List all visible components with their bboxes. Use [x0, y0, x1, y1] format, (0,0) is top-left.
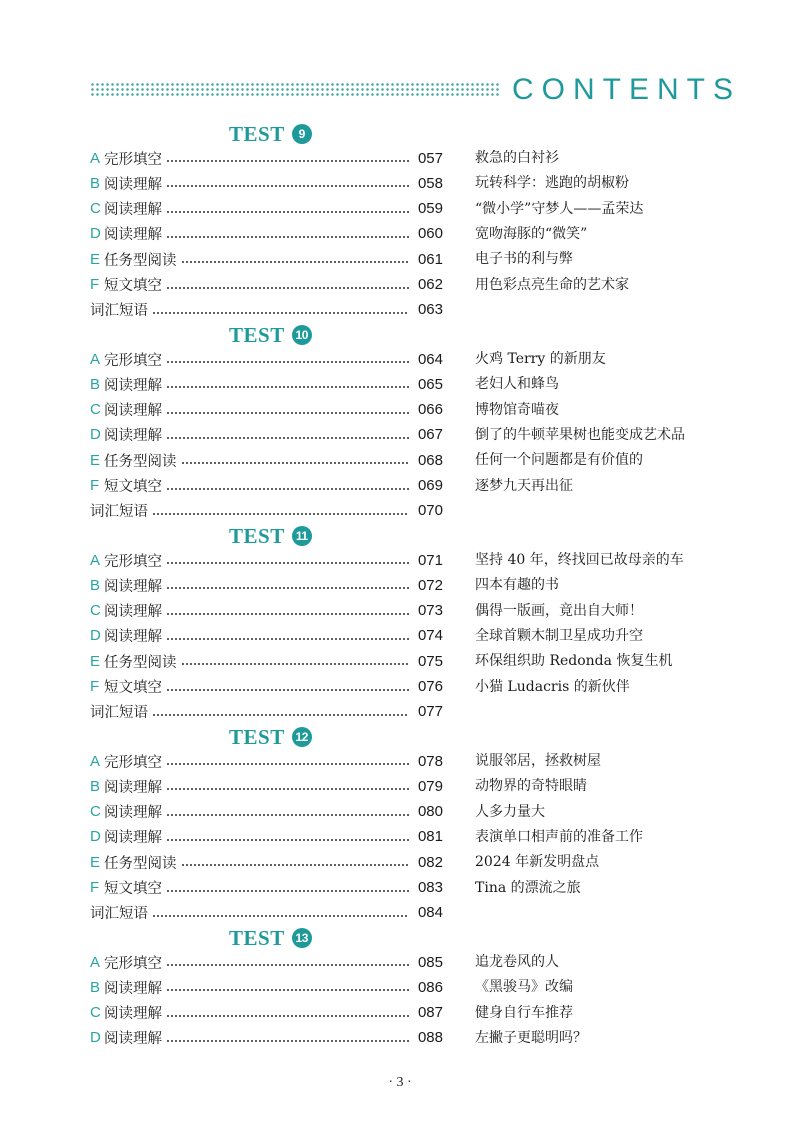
dot-leader: [166, 185, 409, 187]
entry-article-title: 玩转科学：逃跑的胡椒粉: [475, 175, 629, 192]
entry-article-title: 2024 年新发明盘点: [475, 854, 600, 871]
dot-leader: [166, 964, 409, 966]
dot-leader: [166, 562, 409, 564]
toc-entry[interactable]: [90, 398, 780, 422]
entry-page-number: 087: [417, 1004, 443, 1022]
entry-letter: D: [90, 1029, 101, 1047]
entry-page-number: 062: [417, 276, 443, 293]
toc-entry[interactable]: [90, 774, 780, 798]
entry-letter: A: [90, 752, 101, 770]
entry-article-title: 环保组织助 Redonda 恢复生机: [475, 653, 673, 670]
entry-page-number: 077: [417, 703, 443, 721]
toc-entry[interactable]: [90, 423, 780, 447]
header-dot-pattern: [90, 82, 500, 96]
entry-section-type: 任务型阅读: [104, 654, 177, 671]
dot-leader: [166, 890, 409, 892]
entry-section-type: 阅读理解: [104, 980, 162, 997]
toc-entry[interactable]: [90, 950, 780, 974]
toc-entry-main: [90, 372, 443, 396]
entry-page-number: 068: [417, 451, 443, 469]
dot-leader: [166, 989, 409, 991]
dot-leader: [166, 638, 409, 640]
toc-entry-main: [90, 548, 443, 572]
toc-entry-main: [90, 1026, 443, 1050]
entry-page-number: 057: [417, 149, 443, 167]
toc-entry[interactable]: [90, 573, 780, 597]
toc-entry[interactable]: [90, 146, 780, 170]
entry-section-type: 阅读理解: [104, 202, 162, 219]
toc-entry-main: [90, 774, 443, 798]
entry-page-number: 080: [417, 803, 443, 821]
toc-entry[interactable]: [90, 171, 780, 195]
toc-entry-main: [90, 649, 443, 673]
entry-letter: B: [90, 777, 101, 795]
toc-entry-main: [90, 474, 443, 498]
entry-letter: A: [90, 953, 101, 971]
toc-entry-main: [90, 197, 443, 221]
entry-article-title: 宽吻海豚的“微笑”: [475, 225, 588, 242]
entry-letter: B: [90, 576, 101, 594]
entry-article-title: 全球首颗木制卫星成功升空: [475, 627, 643, 644]
entry-page-number: 061: [417, 250, 443, 268]
entry-letter: C: [90, 602, 101, 620]
entry-section-type: 阅读理解: [104, 1031, 162, 1048]
test-label: TEST: [229, 925, 285, 950]
toc-entry[interactable]: [90, 448, 780, 472]
dot-leader: [166, 437, 409, 439]
toc-entry[interactable]: [90, 197, 780, 221]
contents-title: CONTENTS: [512, 73, 741, 106]
entry-section-type: 短文填空: [104, 680, 162, 696]
entry-section-type: 完形填空: [104, 553, 162, 570]
page-number-footer: · 3 ·: [388, 1075, 412, 1090]
entry-letter: E: [90, 451, 101, 469]
toc-entry[interactable]: [90, 499, 780, 523]
dot-leader: [166, 236, 409, 238]
entry-section-type: 阅读理解: [104, 227, 162, 244]
entry-page-number: 070: [417, 502, 443, 520]
entry-page-number: 058: [417, 174, 443, 192]
entry-page-number: 067: [417, 426, 443, 444]
entry-article-title: 坚持 40 年，终找回已故母亲的车: [475, 552, 684, 568]
test-heading: [229, 724, 312, 750]
toc-entry[interactable]: [90, 372, 780, 396]
entry-page-number: 082: [417, 853, 443, 871]
entry-letter: C: [90, 803, 101, 821]
dot-leader: [166, 386, 409, 388]
entry-section-type: 词汇短语: [90, 906, 148, 923]
entry-article-title: 博物馆奇喵夜: [475, 401, 559, 418]
dot-leader: [166, 211, 409, 213]
dot-leader: [166, 287, 409, 289]
entry-section-type: 短文填空: [104, 278, 162, 294]
toc-entry-main: [90, 599, 443, 623]
test-label: TEST: [229, 121, 285, 146]
entry-section-type: 阅读理解: [104, 629, 162, 646]
toc-entry[interactable]: [90, 347, 780, 371]
toc-entry[interactable]: [90, 599, 780, 623]
toc-entry-main: [90, 624, 443, 648]
test-label: TEST: [229, 322, 285, 347]
entry-section-type: 短文填空: [104, 881, 162, 897]
entry-section-type: 阅读理解: [104, 403, 162, 420]
toc-entry[interactable]: [90, 749, 780, 773]
entry-page-number: 084: [417, 904, 443, 922]
dot-leader: [166, 814, 409, 816]
dot-leader: [166, 763, 409, 765]
entry-section-type: 阅读理解: [104, 604, 162, 621]
entry-page-number: 073: [417, 602, 443, 620]
entry-section-type: 任务型阅读: [104, 252, 177, 269]
toc-entry[interactable]: [90, 901, 780, 925]
toc-entry-main: [90, 800, 443, 824]
entry-page-number: 066: [417, 401, 443, 419]
entry-article-title: 电子书的利与弊: [475, 251, 573, 268]
toc-entry-main: [90, 901, 443, 925]
entry-letter: A: [90, 149, 101, 167]
entry-section-type: 完形填空: [104, 352, 162, 369]
toc-entry-main: [90, 573, 443, 597]
contents-header: [90, 70, 740, 110]
entry-section-type: 词汇短语: [90, 303, 148, 320]
entry-article-title: 救急的白衬衫: [475, 150, 559, 166]
dot-leader: [166, 613, 409, 615]
toc-entry-main: [90, 171, 443, 195]
test-number-badge: 13: [292, 928, 312, 948]
toc-entry-main: [90, 222, 443, 246]
entry-article-title: 健身自行车推荐: [475, 1004, 573, 1021]
toc-entry-main: [90, 448, 443, 472]
toc-entry-main: [90, 146, 443, 170]
toc-entry[interactable]: [90, 1026, 780, 1050]
entry-letter: A: [90, 350, 101, 368]
entry-letter: D: [90, 828, 101, 846]
test-heading: [229, 121, 312, 147]
toc-entry-main: [90, 749, 443, 773]
entry-page-number: 081: [417, 828, 443, 846]
entry-letter: E: [90, 652, 101, 670]
entry-letter: F: [90, 276, 100, 293]
entry-letter: E: [90, 853, 101, 871]
dot-leader: [152, 915, 409, 917]
entry-section-type: 阅读理解: [104, 176, 162, 193]
entry-article-title: “微小学”守梦人——孟荣达: [475, 200, 644, 217]
entry-article-title: 小猫 Ludacris 的新伙伴: [475, 678, 630, 695]
entry-letter: D: [90, 426, 101, 444]
test-number-badge: 10: [292, 325, 312, 345]
dot-leader: [166, 839, 409, 841]
entry-letter: C: [90, 1004, 101, 1022]
toc-entry[interactable]: [90, 247, 780, 271]
entry-letter: B: [90, 375, 101, 393]
dot-leader: [166, 587, 409, 589]
dot-leader: [181, 663, 410, 665]
entry-section-type: 任务型阅读: [104, 453, 177, 470]
toc-entry-main: [90, 876, 443, 900]
toc-entry-main: [90, 825, 443, 849]
entry-page-number: 086: [417, 978, 443, 996]
dot-leader: [181, 864, 410, 866]
entry-article-title: 逐梦九天再出征: [475, 477, 573, 494]
toc-entry[interactable]: [90, 548, 780, 572]
entry-article-title: 老妇人和蜂鸟: [475, 376, 559, 393]
test-number-badge: 11: [292, 526, 312, 546]
toc-entry[interactable]: [90, 649, 780, 673]
entry-section-type: 阅读理解: [104, 830, 162, 847]
entry-section-type: 阅读理解: [104, 1006, 162, 1023]
entry-page-number: 065: [417, 375, 443, 393]
entry-article-title: 追龙卷风的人: [475, 954, 559, 970]
toc-entry-main: [90, 700, 443, 724]
entry-page-number: 078: [417, 752, 443, 770]
entry-letter: A: [90, 551, 101, 569]
entry-page-number: 085: [417, 953, 443, 971]
entry-page-number: 083: [417, 879, 443, 896]
entry-article-title: 任何一个问题都是有价值的: [475, 452, 643, 469]
toc-entry[interactable]: [90, 675, 780, 699]
entry-page-number: 064: [417, 350, 443, 368]
toc-entry[interactable]: [90, 474, 780, 498]
toc-entry[interactable]: [90, 273, 780, 297]
toc-entry-main: [90, 273, 443, 297]
dot-leader: [152, 312, 409, 314]
test-number-badge: 12: [292, 727, 312, 747]
entry-article-title: Tina 的漂流之旅: [475, 879, 581, 896]
toc-entry[interactable]: [90, 825, 780, 849]
entry-page-number: 072: [417, 576, 443, 594]
entry-article-title: 四本有趣的书: [475, 577, 559, 594]
test-number-badge: 9: [292, 124, 312, 144]
entry-letter: D: [90, 627, 101, 645]
entry-letter: D: [90, 225, 101, 243]
toc-entry-main: [90, 675, 443, 699]
entry-letter: F: [90, 678, 100, 695]
entry-page-number: 075: [417, 652, 443, 670]
toc-entry[interactable]: [90, 298, 780, 322]
test-label: TEST: [229, 724, 285, 749]
entry-article-title: 《黑骏马》改编: [475, 979, 573, 996]
entry-section-type: 阅读理解: [104, 377, 162, 394]
toc-entry[interactable]: [90, 222, 780, 246]
entry-section-type: 词汇短语: [90, 504, 148, 521]
entry-page-number: 063: [417, 301, 443, 319]
entry-letter: E: [90, 250, 101, 268]
entry-article-title: 说服邻居，拯救树屋: [475, 753, 601, 769]
entry-section-type: 阅读理解: [104, 578, 162, 595]
entry-section-type: 完形填空: [104, 151, 162, 168]
toc-entry[interactable]: [90, 850, 780, 874]
toc-entry[interactable]: [90, 800, 780, 824]
entry-article-title: 偶得一版画，竟出自大师！: [475, 602, 643, 619]
entry-page-number: 069: [417, 477, 443, 494]
entry-page-number: 060: [417, 225, 443, 243]
entry-section-type: 词汇短语: [90, 705, 148, 722]
entry-page-number: 079: [417, 777, 443, 795]
entry-section-type: 任务型阅读: [104, 855, 177, 872]
toc-entry-main: [90, 247, 443, 271]
entry-section-type: 阅读理解: [104, 779, 162, 796]
entry-section-type: 阅读理解: [104, 428, 162, 445]
entry-section-type: 完形填空: [104, 754, 162, 771]
test-heading: [229, 322, 312, 348]
entry-letter: B: [90, 978, 101, 996]
dot-leader: [166, 361, 409, 363]
entry-section-type: 短文填空: [104, 479, 162, 495]
dot-leader: [166, 160, 409, 162]
entry-section-type: 完形填空: [104, 955, 162, 972]
entry-section-type: 阅读理解: [104, 805, 162, 822]
entry-article-title: 人多力量大: [475, 803, 545, 820]
entry-page-number: 071: [417, 551, 443, 569]
dot-leader: [152, 714, 409, 716]
entry-article-title: 倒了的牛顿苹果树也能变成艺术品: [475, 426, 685, 443]
entry-letter: F: [90, 477, 100, 494]
toc-entry-main: [90, 975, 443, 999]
toc-entry[interactable]: [90, 700, 780, 724]
toc-entry-main: [90, 950, 443, 974]
dot-leader: [166, 1040, 409, 1042]
entry-letter: C: [90, 401, 101, 419]
test-label: TEST: [229, 523, 285, 548]
toc-entry-main: [90, 850, 443, 874]
test-heading: [229, 925, 312, 951]
dot-leader: [181, 261, 410, 263]
entry-page-number: 088: [417, 1029, 443, 1047]
toc-entry[interactable]: [90, 1001, 780, 1025]
test-heading: [229, 523, 312, 549]
dot-leader: [166, 689, 409, 691]
dot-leader: [166, 1015, 409, 1017]
toc-entry[interactable]: [90, 975, 780, 999]
entry-article-title: 火鸡 Terry 的新朋友: [475, 351, 606, 367]
toc-entry-main: [90, 347, 443, 371]
entry-article-title: 动物界的奇特眼睛: [475, 778, 587, 795]
toc-entry-main: [90, 1001, 443, 1025]
toc-entry-main: [90, 398, 443, 422]
dot-leader: [166, 488, 409, 490]
entry-letter: F: [90, 879, 100, 896]
dot-leader: [166, 788, 409, 790]
dot-leader: [166, 412, 409, 414]
toc-entry-main: [90, 499, 443, 523]
entry-letter: B: [90, 174, 101, 192]
dot-leader: [152, 513, 409, 515]
toc-entry[interactable]: [90, 624, 780, 648]
toc-entry-main: [90, 423, 443, 447]
toc-entry[interactable]: [90, 876, 780, 900]
entry-article-title: 表演单口相声前的准备工作: [475, 828, 643, 845]
entry-letter: C: [90, 200, 101, 218]
entry-article-title: 左撇子更聪明吗？: [475, 1029, 587, 1046]
entry-page-number: 074: [417, 627, 443, 645]
entry-article-title: 用色彩点亮生命的艺术家: [475, 276, 629, 293]
dot-leader: [181, 462, 410, 464]
entry-page-number: 059: [417, 200, 443, 218]
entry-page-number: 076: [417, 678, 443, 695]
toc-entry-main: [90, 298, 443, 322]
